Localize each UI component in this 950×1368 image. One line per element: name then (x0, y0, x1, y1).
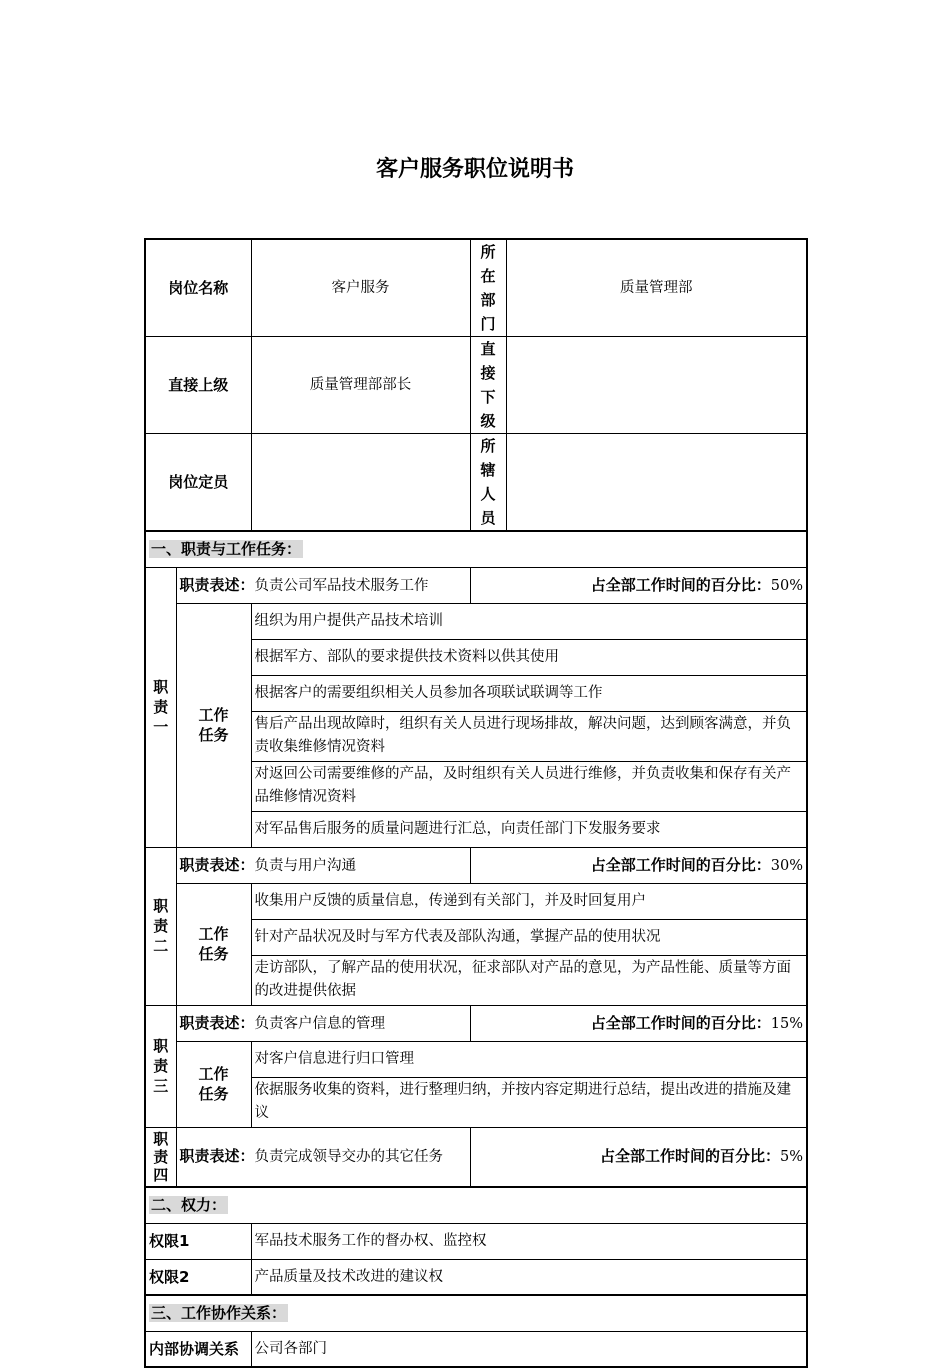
duty-1-task-label: 工作 任务 (176, 603, 251, 847)
power-1-value: 军品技术服务工作的督办权、监控权 (251, 1223, 807, 1259)
quota-label: 岗位定员 (145, 434, 251, 532)
page-title: 客户服务职位说明书 (375, 157, 574, 182)
section-2-title: 二、权力： (145, 1187, 807, 1223)
duty-1-task: 根据军方、部队的要求提供技术资料以供其使用 (251, 639, 807, 675)
post-name-value: 客户服务 (251, 239, 470, 337)
duty-1-task: 售后产品出现故障时，组织有关人员进行现场排故，解决问题，达到顾客满意，并负责收集维修情况资料 (251, 711, 807, 761)
quota-value (251, 434, 470, 532)
duty-4-desc: 职责表述：负责完成领导交办的其它任务 (176, 1127, 470, 1187)
duty-2-task: 走访部队，了解产品的使用状况，征求部队对产品的意见，为产品性能、质量等方面的改进提供依据 (251, 955, 807, 1005)
duty-4-name: 职 责 四 (145, 1127, 176, 1187)
post-name-label: 岗位名称 (145, 239, 251, 337)
subordinate-value (506, 337, 807, 434)
duty-3-name: 职 责 三 (145, 1005, 176, 1127)
staff-value (506, 434, 807, 532)
duty-1-pct: 占全部工作时间的百分比：50% (470, 567, 807, 603)
superior-value: 质量管理部部长 (251, 337, 470, 434)
duty-2-pct: 占全部工作时间的百分比：30% (470, 847, 807, 883)
duty-1-desc: 职责表述：负责公司军品技术服务工作 (176, 567, 470, 603)
power-1-label: 权限1 (145, 1223, 251, 1259)
section-1-title: 一、职责与工作任务： (145, 531, 807, 567)
duty-2-task-label: 工作 任务 (176, 883, 251, 1005)
duty-2-name: 职 责 二 (145, 847, 176, 1005)
duty-2-desc: 职责表述：负责与用户沟通 (176, 847, 470, 883)
duty-3-task-label: 工作 任务 (176, 1041, 251, 1127)
duty-1-task: 根据客户的需要组织相关人员参加各项联试联调等工作 (251, 675, 807, 711)
duty-3-task: 依据服务收集的资料，进行整理归纳，并按内容定期进行总结，提出改进的措施及建议 (251, 1077, 807, 1127)
duty-2-task: 收集用户反馈的质量信息，传递到有关部门，并及时回复用户 (251, 883, 807, 919)
duty-1-task: 对返回公司需要维修的产品，及时组织有关人员进行维修，并负责收集和保存有关产品维修情况资料 (251, 761, 807, 811)
duty-3-task: 对客户信息进行归口管理 (251, 1041, 807, 1077)
power-2-label: 权限2 (145, 1259, 251, 1295)
section-3-title: 三、工作协作关系： (145, 1295, 807, 1331)
power-2-value: 产品质量及技术改进的建议权 (251, 1259, 807, 1295)
duty-4-pct: 占全部工作时间的百分比：5% (470, 1127, 807, 1187)
duty-3-desc: 职责表述：负责客户信息的管理 (176, 1005, 470, 1041)
duty-2-task: 针对产品状况及时与军方代表及部队沟通，掌握产品的使用状况 (251, 919, 807, 955)
superior-label: 直接上级 (145, 337, 251, 434)
job-description-table (144, 238, 808, 1368)
dept-label: 所在部门 (470, 239, 506, 337)
internal-relation-value: 公司各部门 (251, 1331, 807, 1367)
dept-value: 质量管理部 (506, 239, 807, 337)
internal-relation-label: 内部协调关系 (145, 1331, 251, 1367)
subordinate-label: 直接下级 (470, 337, 506, 434)
duty-1-name: 职 责 一 (145, 567, 176, 847)
duty-1-task: 对军品售后服务的质量问题进行汇总，向责任部门下发服务要求 (251, 811, 807, 847)
staff-label: 所辖人员 (470, 434, 506, 532)
duty-1-task: 组织为用户提供产品技术培训 (251, 603, 807, 639)
duty-3-pct: 占全部工作时间的百分比：15% (470, 1005, 807, 1041)
